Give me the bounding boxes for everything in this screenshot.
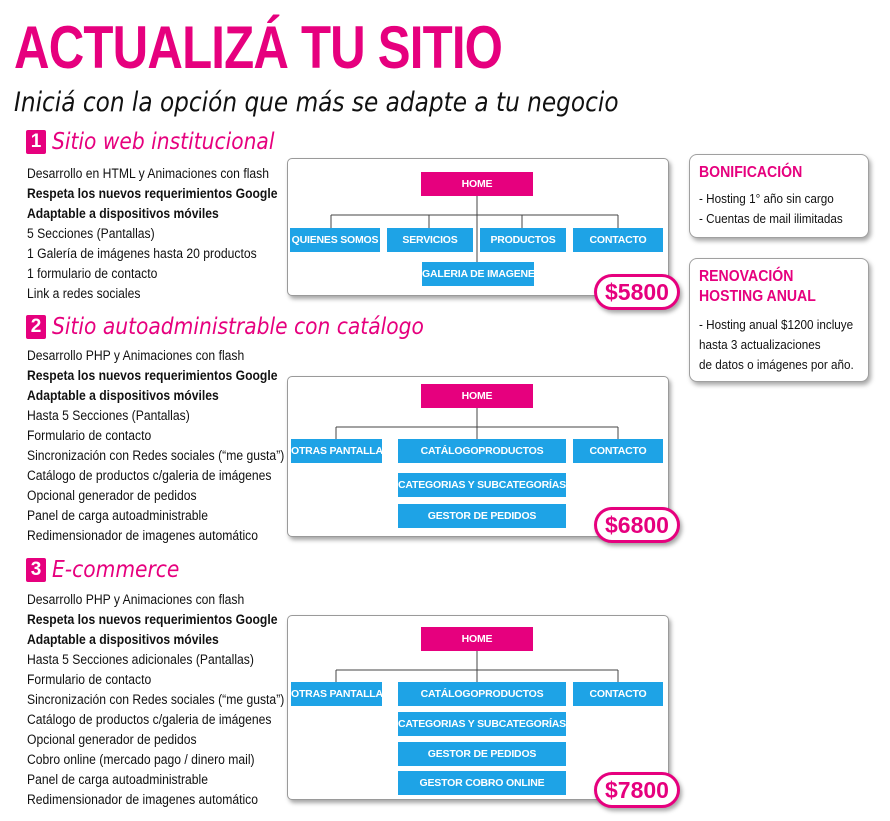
node-productos: PRODUCTOS <box>480 228 566 252</box>
node-contacto: CONTACTO <box>573 439 663 463</box>
feature-item: Respeta los nuevos requerimientos Google <box>27 612 278 627</box>
node-categorias-subcategorias: CATEGORIAS Y SUBCATEGORÍAS <box>398 473 566 497</box>
page-title: ACTUALIZÁ TU SITIO <box>14 14 503 81</box>
feature-item: Desarrollo en HTML y Animaciones con flash <box>27 166 269 181</box>
section-1-features <box>27 164 305 304</box>
feature-item: Sincronización con Redes sociales (“me gusta”) <box>27 692 285 707</box>
renovacion-line: - Hosting anual $1200 incluye <box>699 317 854 332</box>
feature-item: Adaptable a dispositivos móviles <box>27 632 219 647</box>
section-title: E-commerce <box>52 557 180 583</box>
node-otras-pantallas: OTRAS PANTALLAS <box>291 439 382 463</box>
feature-item: Link a redes sociales <box>27 286 141 301</box>
node-home: HOME <box>421 384 533 408</box>
feature-item: Hasta 5 Secciones adicionales (Pantallas) <box>27 652 254 667</box>
feature-item: Opcional generador de pedidos <box>27 732 197 747</box>
section-number-badge: 3 <box>26 558 46 582</box>
feature-item: Desarrollo PHP y Animaciones con flash <box>27 592 245 607</box>
renovacion-title-line-1: RENOVACIÓN <box>699 268 794 285</box>
node-catalogo-productos: CATÁLOGOPRODUCTOS <box>398 682 566 706</box>
section-number-badge: 2 <box>26 315 46 339</box>
price-badge-1: $5800 <box>594 274 680 310</box>
price-badge-2: $6800 <box>594 507 680 543</box>
node-home: HOME <box>421 627 533 651</box>
feature-item: Respeta los nuevos requerimientos Google <box>27 186 278 201</box>
feature-item: 5 Secciones (Pantallas) <box>27 226 155 241</box>
renovacion-line: de datos o imágenes por año. <box>699 357 854 372</box>
feature-item: Adaptable a dispositivos móviles <box>27 388 219 403</box>
section-2-header <box>26 314 475 340</box>
section-title: Sitio web institucional <box>52 129 275 155</box>
node-gestor-de-pedidos: GESTOR DE PEDIDOS <box>398 742 566 766</box>
feature-item: Sincronización con Redes sociales (“me gusta”) <box>27 448 285 463</box>
renovacion-line: hasta 3 actualizaciones <box>699 337 821 352</box>
feature-item: Redimensionador de imagenes automático <box>27 528 258 543</box>
section-number-badge: 1 <box>26 130 46 154</box>
feature-item: Hasta 5 Secciones (Pantallas) <box>27 408 190 423</box>
node-gestor-cobro-online: GESTOR COBRO ONLINE <box>398 771 566 795</box>
feature-item: Opcional generador de pedidos <box>27 488 197 503</box>
feature-item: Panel de carga autoadministrable <box>27 772 209 787</box>
feature-item: Desarrollo PHP y Animaciones con flash <box>27 348 245 363</box>
section-title: Sitio autoadministrable con catálogo <box>52 314 424 340</box>
price-badge-3: $7800 <box>594 772 680 808</box>
feature-item: Panel de carga autoadministrable <box>27 508 209 523</box>
section-1-header <box>26 129 305 155</box>
node-home: HOME <box>421 172 533 196</box>
node-otras-pantallas: OTRAS PANTALLAS <box>291 682 382 706</box>
renovacion-box <box>689 258 869 382</box>
node-contacto: CONTACTO <box>573 682 663 706</box>
feature-item: Adaptable a dispositivos móviles <box>27 206 219 221</box>
section-2-features <box>27 346 313 546</box>
feature-item: Cobro online (mercado pago / dinero mail) <box>27 752 255 767</box>
node-contacto: CONTACTO <box>573 228 663 252</box>
section-3-features <box>27 590 313 810</box>
feature-item: Formulario de contacto <box>27 428 152 443</box>
page-subtitle: Iniciá con la opción que más se adapte a tu negocio <box>14 87 619 118</box>
feature-item: Respeta los nuevos requerimientos Google <box>27 368 278 383</box>
node-catalogo-productos: CATÁLOGOPRODUCTOS <box>398 439 566 463</box>
feature-item: 1 formulario de contacto <box>27 266 158 281</box>
feature-item: 1 Galería de imágenes hasta 20 productos <box>27 246 257 261</box>
bonificacion-line: - Cuentas de mail ilimitadas <box>699 211 843 226</box>
feature-item: Formulario de contacto <box>27 672 152 687</box>
node-servicios: SERVICIOS <box>387 228 473 252</box>
node-galeria-de-imagenes: GALERIA DE IMAGENES <box>422 262 534 286</box>
bonificacion-line: - Hosting 1° año sin cargo <box>699 191 834 206</box>
feature-item: Catálogo de productos c/galeria de imágenes <box>27 712 272 727</box>
bonificacion-title: BONIFICACIÓN <box>699 164 803 181</box>
feature-item: Redimensionador de imagenes automático <box>27 792 258 807</box>
node-quienes-somos: QUIENES SOMOS <box>290 228 380 252</box>
node-categorias-subcategorias: CATEGORIAS Y SUBCATEGORÍAS <box>398 712 566 736</box>
feature-item: Catálogo de productos c/galeria de imágenes <box>27 468 272 483</box>
section-3-header <box>26 557 197 583</box>
node-gestor-de-pedidos: GESTOR DE PEDIDOS <box>398 504 566 528</box>
renovacion-title-line-2: HOSTING ANUAL <box>699 288 816 305</box>
bonificacion-box <box>689 154 869 238</box>
